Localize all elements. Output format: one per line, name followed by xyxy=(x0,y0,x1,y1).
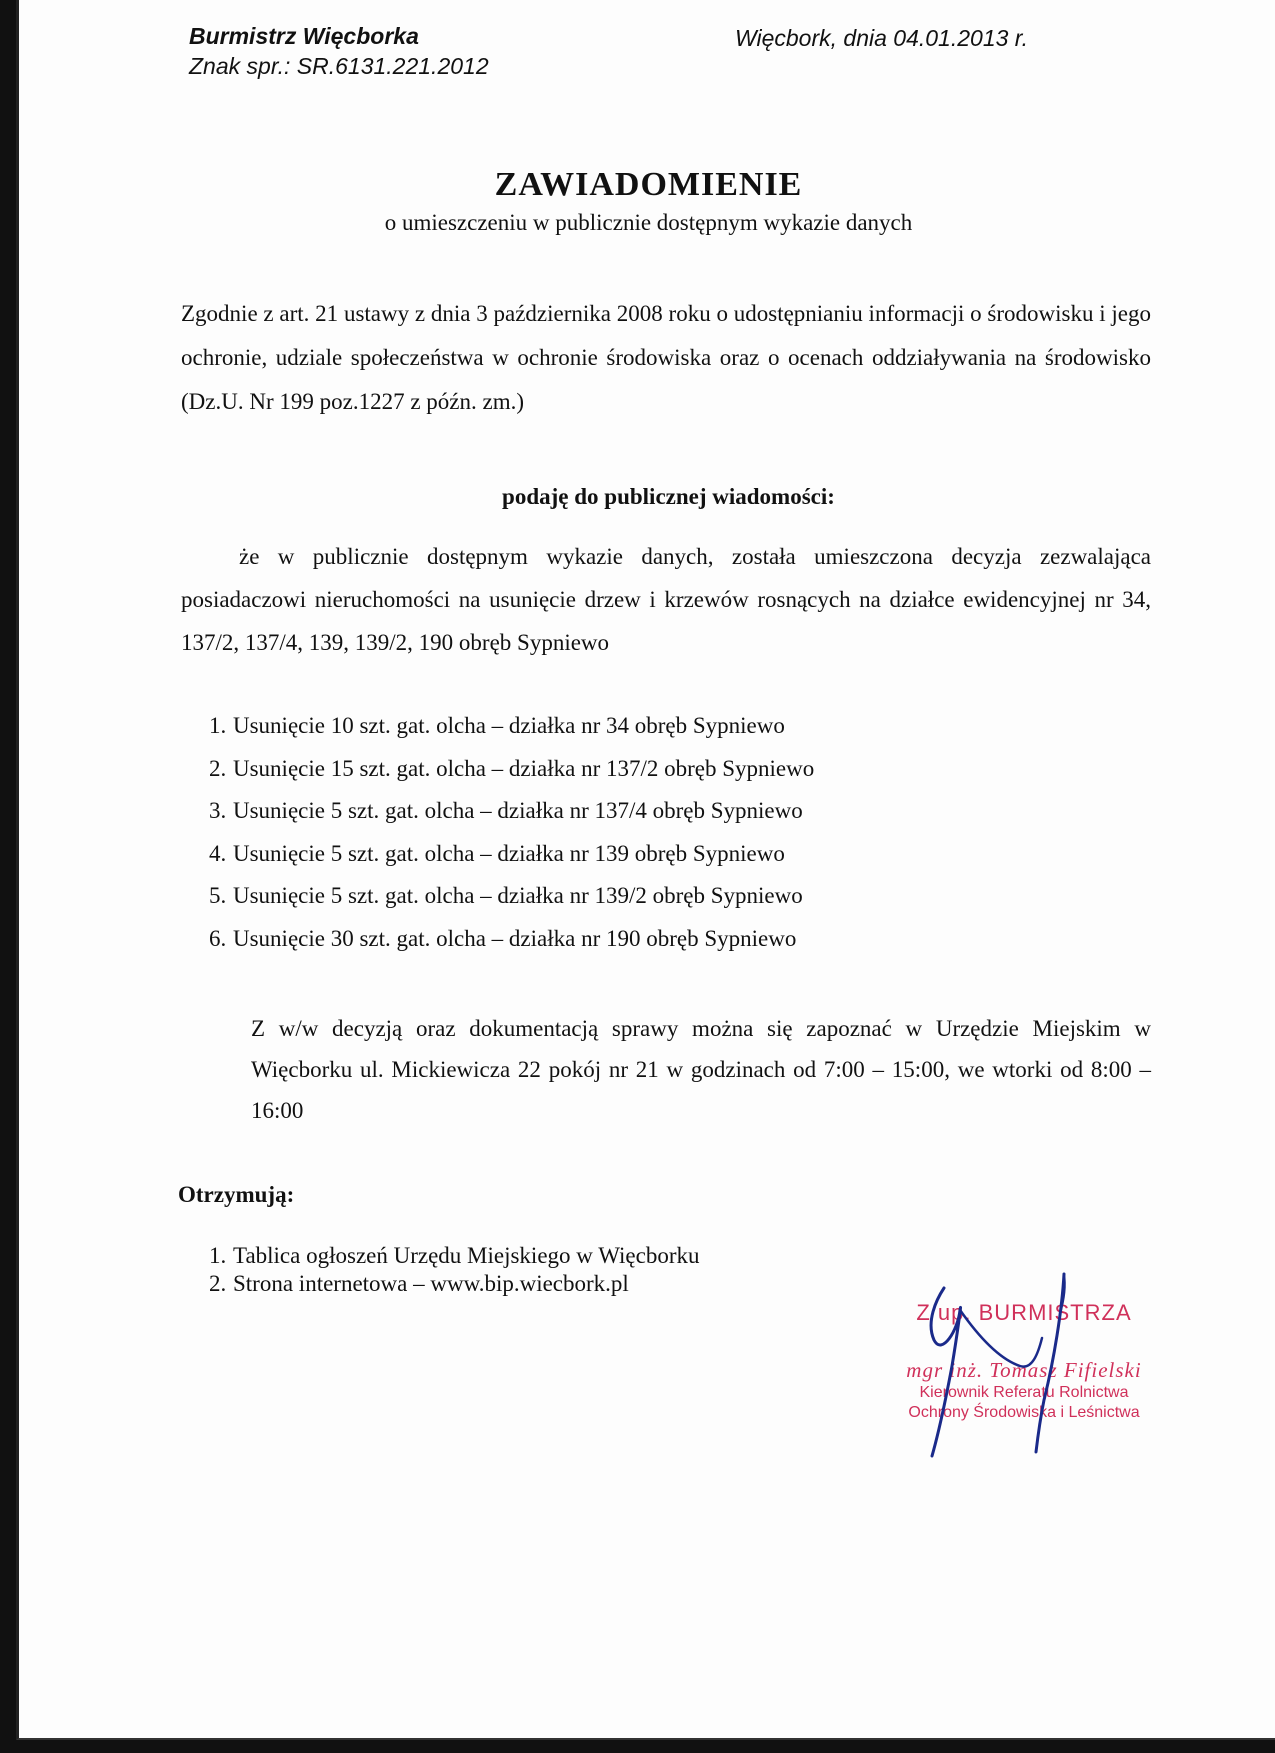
access-info-paragraph: Z w/w decyzją oraz dokumentacją sprawy można się zapoznać w Urzędzie Miejskim w Więcborku ul. Mickiewicza 22 pokój nr 21 w godzinach od 7:00 – 15:00, we wtorki od 8:00 – 16:00 xyxy=(251,1016,1151,1123)
handwritten-signature-icon xyxy=(914,1270,1114,1465)
stamp-department-line: Ochrony Środowiska i Leśnictwa xyxy=(908,1404,1140,1421)
decision-paragraph: że w publicznie dostępnym wykazie danych, została umieszczona decyzja zezwalająca posiadaczowi nieruchomości na usunięcie drzew i krzewów rosnących na działce ewidencyjnej nr 34, 137/2, 137/4, 139, 139/2, 190 obręb Sypniewo xyxy=(181,544,1151,655)
document-page xyxy=(16,0,1275,1740)
list-item-text: Usunięcie 10 szt. gat. olcha – działka nr 34 obręb Sypniewo xyxy=(233,713,785,738)
list-item-number: 6. xyxy=(209,925,227,951)
removal-list xyxy=(209,705,814,960)
place-and-date: Więcbork, dnia 04.01.2013 r. xyxy=(734,25,1028,51)
list-item-text: Usunięcie 15 szt. gat. olcha – działka nr 137/2 obręb Sypniewo xyxy=(233,755,815,781)
list-item xyxy=(209,748,814,791)
list-item-text: Tablica ogłoszeń Urzędu Miejskiego w Więcborku xyxy=(233,1243,700,1268)
document-title: ZAWIADOMIENIE xyxy=(494,166,803,203)
list-item-number: 3. xyxy=(209,798,227,823)
list-item-text: Usunięcie 30 szt. gat. olcha – działka nr 190 obręb Sypniewo xyxy=(233,925,797,951)
list-item-text: Usunięcie 5 szt. gat. olcha – działka nr 139 obręb Sypniewo xyxy=(233,840,785,866)
list-item xyxy=(209,1242,699,1270)
list-item-text: Strona internetowa – www.bip.wiecbork.pl xyxy=(233,1271,629,1296)
document-subtitle: o umieszczeniu w publicznie dostępnym wykazie danych xyxy=(384,210,913,235)
case-reference: Znak spr.: SR.6131.221.2012 xyxy=(189,53,489,79)
list-item-number: 5. xyxy=(209,883,227,908)
list-item xyxy=(209,790,814,833)
recipients-heading: Otrzymują: xyxy=(178,1182,295,1207)
list-item xyxy=(209,875,814,918)
list-item-text: Usunięcie 5 szt. gat. olcha – działka nr 139/2 obręb Sypniewo xyxy=(233,883,803,908)
stamp-name-line: mgr inż. Tomasz Fifielski xyxy=(906,1358,1142,1382)
announcement-heading: podaję do publicznej wiadomości: xyxy=(502,484,835,509)
list-item xyxy=(209,918,814,961)
list-item-number: 2. xyxy=(209,755,227,781)
issuing-office: Burmistrz Więcborka xyxy=(189,23,419,49)
stamp-position-line: Kierownik Referatu Rolnictwa xyxy=(919,1384,1129,1401)
list-item-text: Usunięcie 5 szt. gat. olcha – działka nr 137/4 obręb Sypniewo xyxy=(233,798,803,823)
list-item xyxy=(209,705,814,748)
list-item-number: 1. xyxy=(209,713,227,738)
legal-basis-paragraph: Zgodnie z art. 21 ustawy z dnia 3 października 2008 roku o udostępnianiu informacji o środowisku i jego ochronie, udziale społeczeństwa w ochronie środowiska oraz o ocenach oddziaływania na środowisko (Dz.U. Nr 199 poz.1227 z późn. zm.) xyxy=(181,301,1151,414)
list-item xyxy=(209,833,814,876)
stamp-authority-line: Z up. BURMISTRZA xyxy=(916,1300,1132,1325)
list-item xyxy=(209,1270,699,1298)
recipients-list xyxy=(209,1242,699,1298)
list-item-number: 1. xyxy=(209,1243,227,1268)
list-item-number: 4. xyxy=(209,840,227,866)
list-item-number: 2. xyxy=(209,1271,227,1296)
